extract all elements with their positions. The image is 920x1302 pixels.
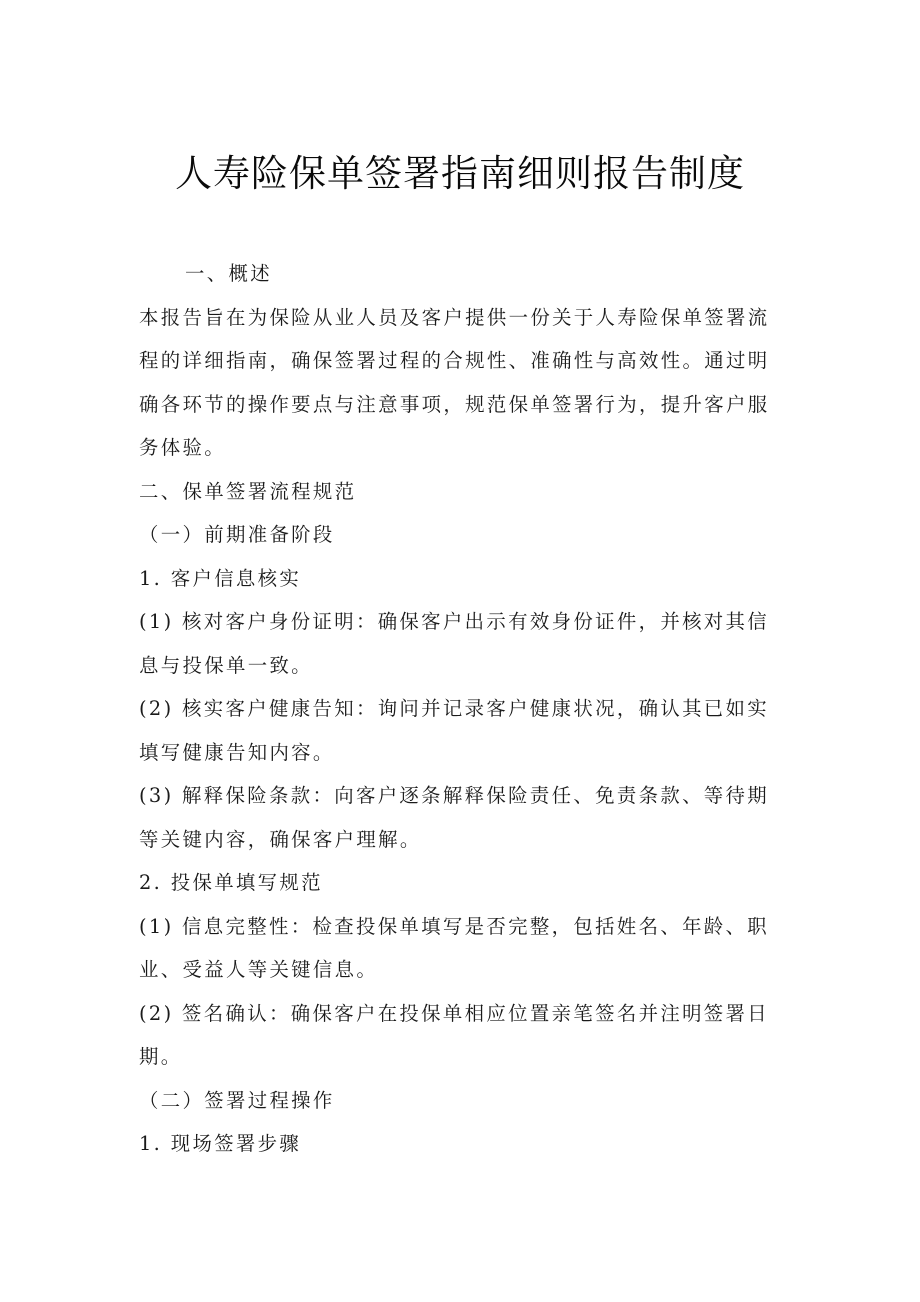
- point-line: 填写健康告知内容。: [139, 740, 335, 764]
- point-line: 等关键内容，确保客户理解。: [139, 827, 422, 851]
- section-heading-overview: 一、概述: [185, 262, 272, 285]
- paragraph-line: 务体验。: [139, 436, 226, 459]
- point-line: (2) 核实客户健康告知：询问并记录客户健康状况，确认其已如实: [139, 697, 770, 720]
- document-body: [139, 252, 789, 1166]
- item-heading-form-filling: 2. 投保单填写规范: [139, 871, 323, 894]
- item-heading-customer-info: 1. 客户信息核实: [139, 566, 302, 590]
- point-line: 期。: [139, 1045, 183, 1068]
- item-heading-onsite-steps: 1. 现场签署步骤: [139, 1132, 302, 1155]
- point-line: 业、受益人等关键信息。: [139, 958, 379, 981]
- document-title: 人寿险保单签署指南细则报告制度: [175, 152, 745, 195]
- paragraph-line: 确各环节的操作要点与注意事项，规范保单签署行为，提升客户服: [139, 392, 770, 416]
- section-heading-process: 二、保单签署流程规范: [139, 479, 357, 503]
- point-line: (1) 核对客户身份证明：确保客户出示有效身份证件，并核对其信: [139, 610, 770, 633]
- subsection-heading-signing: （二）签署过程操作: [139, 1088, 335, 1112]
- point-line: 息与投保单一致。: [139, 653, 313, 677]
- paragraph-line: 本报告旨在为保险从业人员及客户提供一份关于人寿险保单签署流: [139, 305, 770, 329]
- point-line: (3) 解释保险条款：向客户逐条解释保险责任、免责条款、等待期: [139, 784, 770, 807]
- subsection-heading-preparation: （一）前期准备阶段: [139, 523, 335, 546]
- point-line: (2) 签名确认：确保客户在投保单相应位置亲笔签名并注明签署日: [139, 1001, 770, 1025]
- paragraph-line: 程的详细指南，确保签署过程的合规性、准确性与高效性。通过明: [139, 349, 770, 372]
- point-line: (1) 信息完整性：检查投保单填写是否完整，包括姓名、年龄、职: [139, 914, 770, 938]
